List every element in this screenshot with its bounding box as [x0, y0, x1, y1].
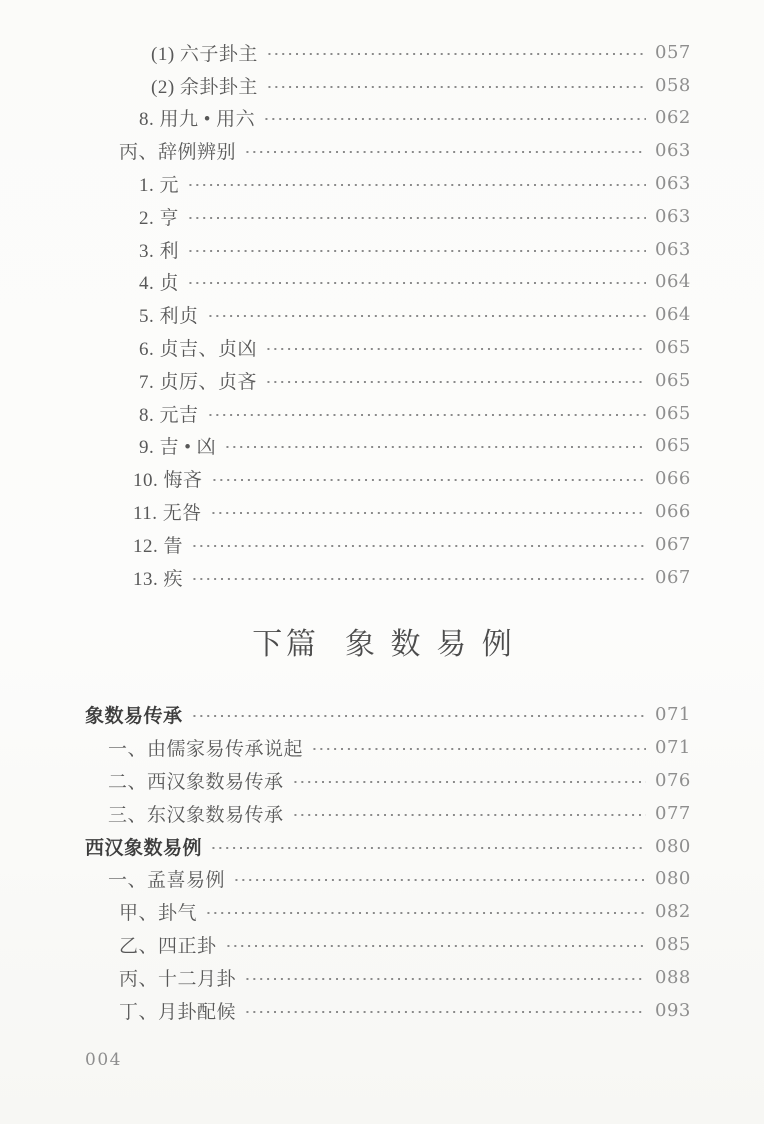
toc-entry-page-number: 057: [655, 41, 691, 63]
dot-leader: [187, 248, 646, 254]
dot-leader: [207, 412, 646, 418]
dot-leader: [191, 576, 646, 582]
toc-entry-label: 西汉象数易例: [85, 837, 203, 859]
toc-entry-page-number: 063: [655, 140, 691, 162]
dot-leader: [224, 444, 646, 450]
toc-entry-page-number: 058: [655, 74, 691, 96]
toc-entry: [0, 298, 764, 331]
part-title-prefix: 下篇: [252, 626, 320, 662]
toc-entry-label: 8. 用九 • 用六: [139, 109, 256, 131]
toc-entry-page-number: 067: [655, 566, 691, 588]
toc-entry-page-number: 088: [655, 966, 691, 988]
dot-leader: [265, 379, 646, 385]
toc-entry-page-number: 065: [655, 402, 691, 424]
toc-entry-label: 丙、辞例辨别: [119, 142, 237, 164]
toc-entry-page-number: 063: [655, 238, 691, 260]
dot-leader: [210, 510, 646, 516]
toc-entry-page-number: 064: [655, 304, 691, 326]
toc-entry-page-number: 064: [655, 271, 691, 293]
toc-entry: [0, 364, 764, 397]
toc-entry: [0, 928, 764, 961]
dot-leader: [244, 149, 646, 155]
dot-leader: [207, 313, 646, 319]
toc-entry-page-number: 066: [655, 468, 691, 490]
toc-entry: [0, 699, 764, 732]
toc-entry-label: 4. 贞: [139, 273, 180, 295]
toc-entry: [0, 528, 764, 561]
toc-entry: [0, 266, 764, 299]
dot-leader: [210, 845, 646, 851]
dot-leader: [233, 877, 646, 883]
toc-entry: [0, 961, 764, 994]
dot-leader: [187, 280, 646, 286]
toc-entry-page-number: 066: [655, 501, 691, 523]
toc-entry: [0, 863, 764, 896]
toc-entry-page-number: 085: [655, 934, 691, 956]
toc-entry: [0, 797, 764, 830]
toc-entry-label: 10. 悔吝: [133, 470, 203, 492]
toc-entry-label: (2) 余卦卦主: [151, 76, 258, 98]
toc-entry-page-number: 065: [655, 435, 691, 457]
dot-leader: [187, 215, 646, 221]
toc-entry-label: 2. 亨: [139, 207, 180, 229]
toc-upper-list: [0, 36, 764, 594]
dot-leader: [205, 910, 646, 916]
toc-entry-page-number: 062: [655, 107, 691, 129]
dot-leader: [292, 812, 646, 818]
toc-entry-label: 12. 眚: [133, 535, 184, 557]
toc-entry: [0, 331, 764, 364]
toc-entry: [0, 36, 764, 69]
toc-entry-page-number: 093: [655, 999, 691, 1021]
toc-entry-label: 象数易传承: [85, 706, 183, 728]
toc-entry-label: 13. 疾: [133, 568, 184, 590]
toc-entry: [0, 561, 764, 594]
toc-entry: [0, 430, 764, 463]
toc-entry-page-number: 067: [655, 533, 691, 555]
dot-leader: [266, 51, 646, 57]
toc-entry-label: 三、东汉象数易传承: [108, 804, 284, 826]
toc-entry: [0, 462, 764, 495]
dot-leader: [266, 84, 646, 90]
toc-entry-label: 5. 利贞: [139, 306, 199, 328]
toc-entry: [0, 102, 764, 135]
toc-entry: [0, 69, 764, 102]
toc-entry: [0, 134, 764, 167]
toc-entry-page-number: 065: [655, 369, 691, 391]
toc-entry: [0, 200, 764, 233]
toc-entry-label: 11. 无咎: [133, 503, 202, 525]
toc-entry: [0, 895, 764, 928]
dot-leader: [187, 182, 646, 188]
toc-entry-page-number: 063: [655, 205, 691, 227]
dot-leader: [244, 1009, 646, 1015]
toc-entry-page-number: 076: [655, 770, 691, 792]
toc-entry: [0, 397, 764, 430]
toc-entry: [0, 731, 764, 764]
toc-entry-page-number: 065: [655, 337, 691, 359]
part-title: [0, 622, 764, 668]
toc-entry-page-number: 080: [655, 868, 691, 890]
dot-leader: [265, 346, 646, 352]
toc-entry-page-number: 071: [655, 704, 691, 726]
toc-lower-list: [0, 668, 764, 1027]
dot-leader: [311, 746, 646, 752]
toc-entry: [0, 167, 764, 200]
toc-entry-label: 一、孟喜易例: [108, 870, 226, 892]
toc-entry-page-number: 082: [655, 901, 691, 923]
toc-entry-label: 6. 贞吉、贞凶: [139, 339, 258, 361]
dot-leader: [191, 543, 646, 549]
part-title-main: 象数易例: [344, 626, 528, 662]
dot-leader: [225, 943, 646, 949]
folio-page-number: 004: [85, 1049, 122, 1070]
dot-leader: [292, 779, 646, 785]
toc-entry-label: (1) 六子卦主: [151, 43, 258, 65]
toc-entry-label: 3. 利: [139, 240, 180, 262]
toc-entry: [0, 994, 764, 1027]
dot-leader: [263, 116, 646, 122]
toc-entry-label: 丙、十二月卦: [119, 968, 237, 990]
toc-entry-page-number: 080: [655, 835, 691, 857]
toc-entry-label: 9. 吉 • 凶: [139, 437, 217, 459]
toc-entry: [0, 764, 764, 797]
toc-entry: [0, 495, 764, 528]
toc-entry-label: 二、西汉象数易传承: [108, 772, 284, 794]
toc-entry: [0, 830, 764, 863]
toc-entry-label: 乙、四正卦: [119, 936, 217, 958]
toc-entry-label: 8. 元吉: [139, 404, 199, 426]
toc-entry: [0, 233, 764, 266]
toc-entry-label: 丁、月卦配候: [119, 1001, 237, 1023]
toc-entry-label: 甲、卦气: [119, 903, 198, 925]
toc-entry-label: 7. 贞厉、贞吝: [139, 371, 258, 393]
toc-entry-page-number: 077: [655, 802, 691, 824]
toc-entry-label: 1. 元: [139, 175, 180, 197]
dot-leader: [244, 976, 646, 982]
toc-entry-label: 一、由儒家易传承说起: [108, 739, 304, 761]
toc-entry-page-number: 063: [655, 173, 691, 195]
dot-leader: [211, 477, 646, 483]
dot-leader: [191, 713, 646, 719]
toc-entry-page-number: 071: [655, 737, 691, 759]
